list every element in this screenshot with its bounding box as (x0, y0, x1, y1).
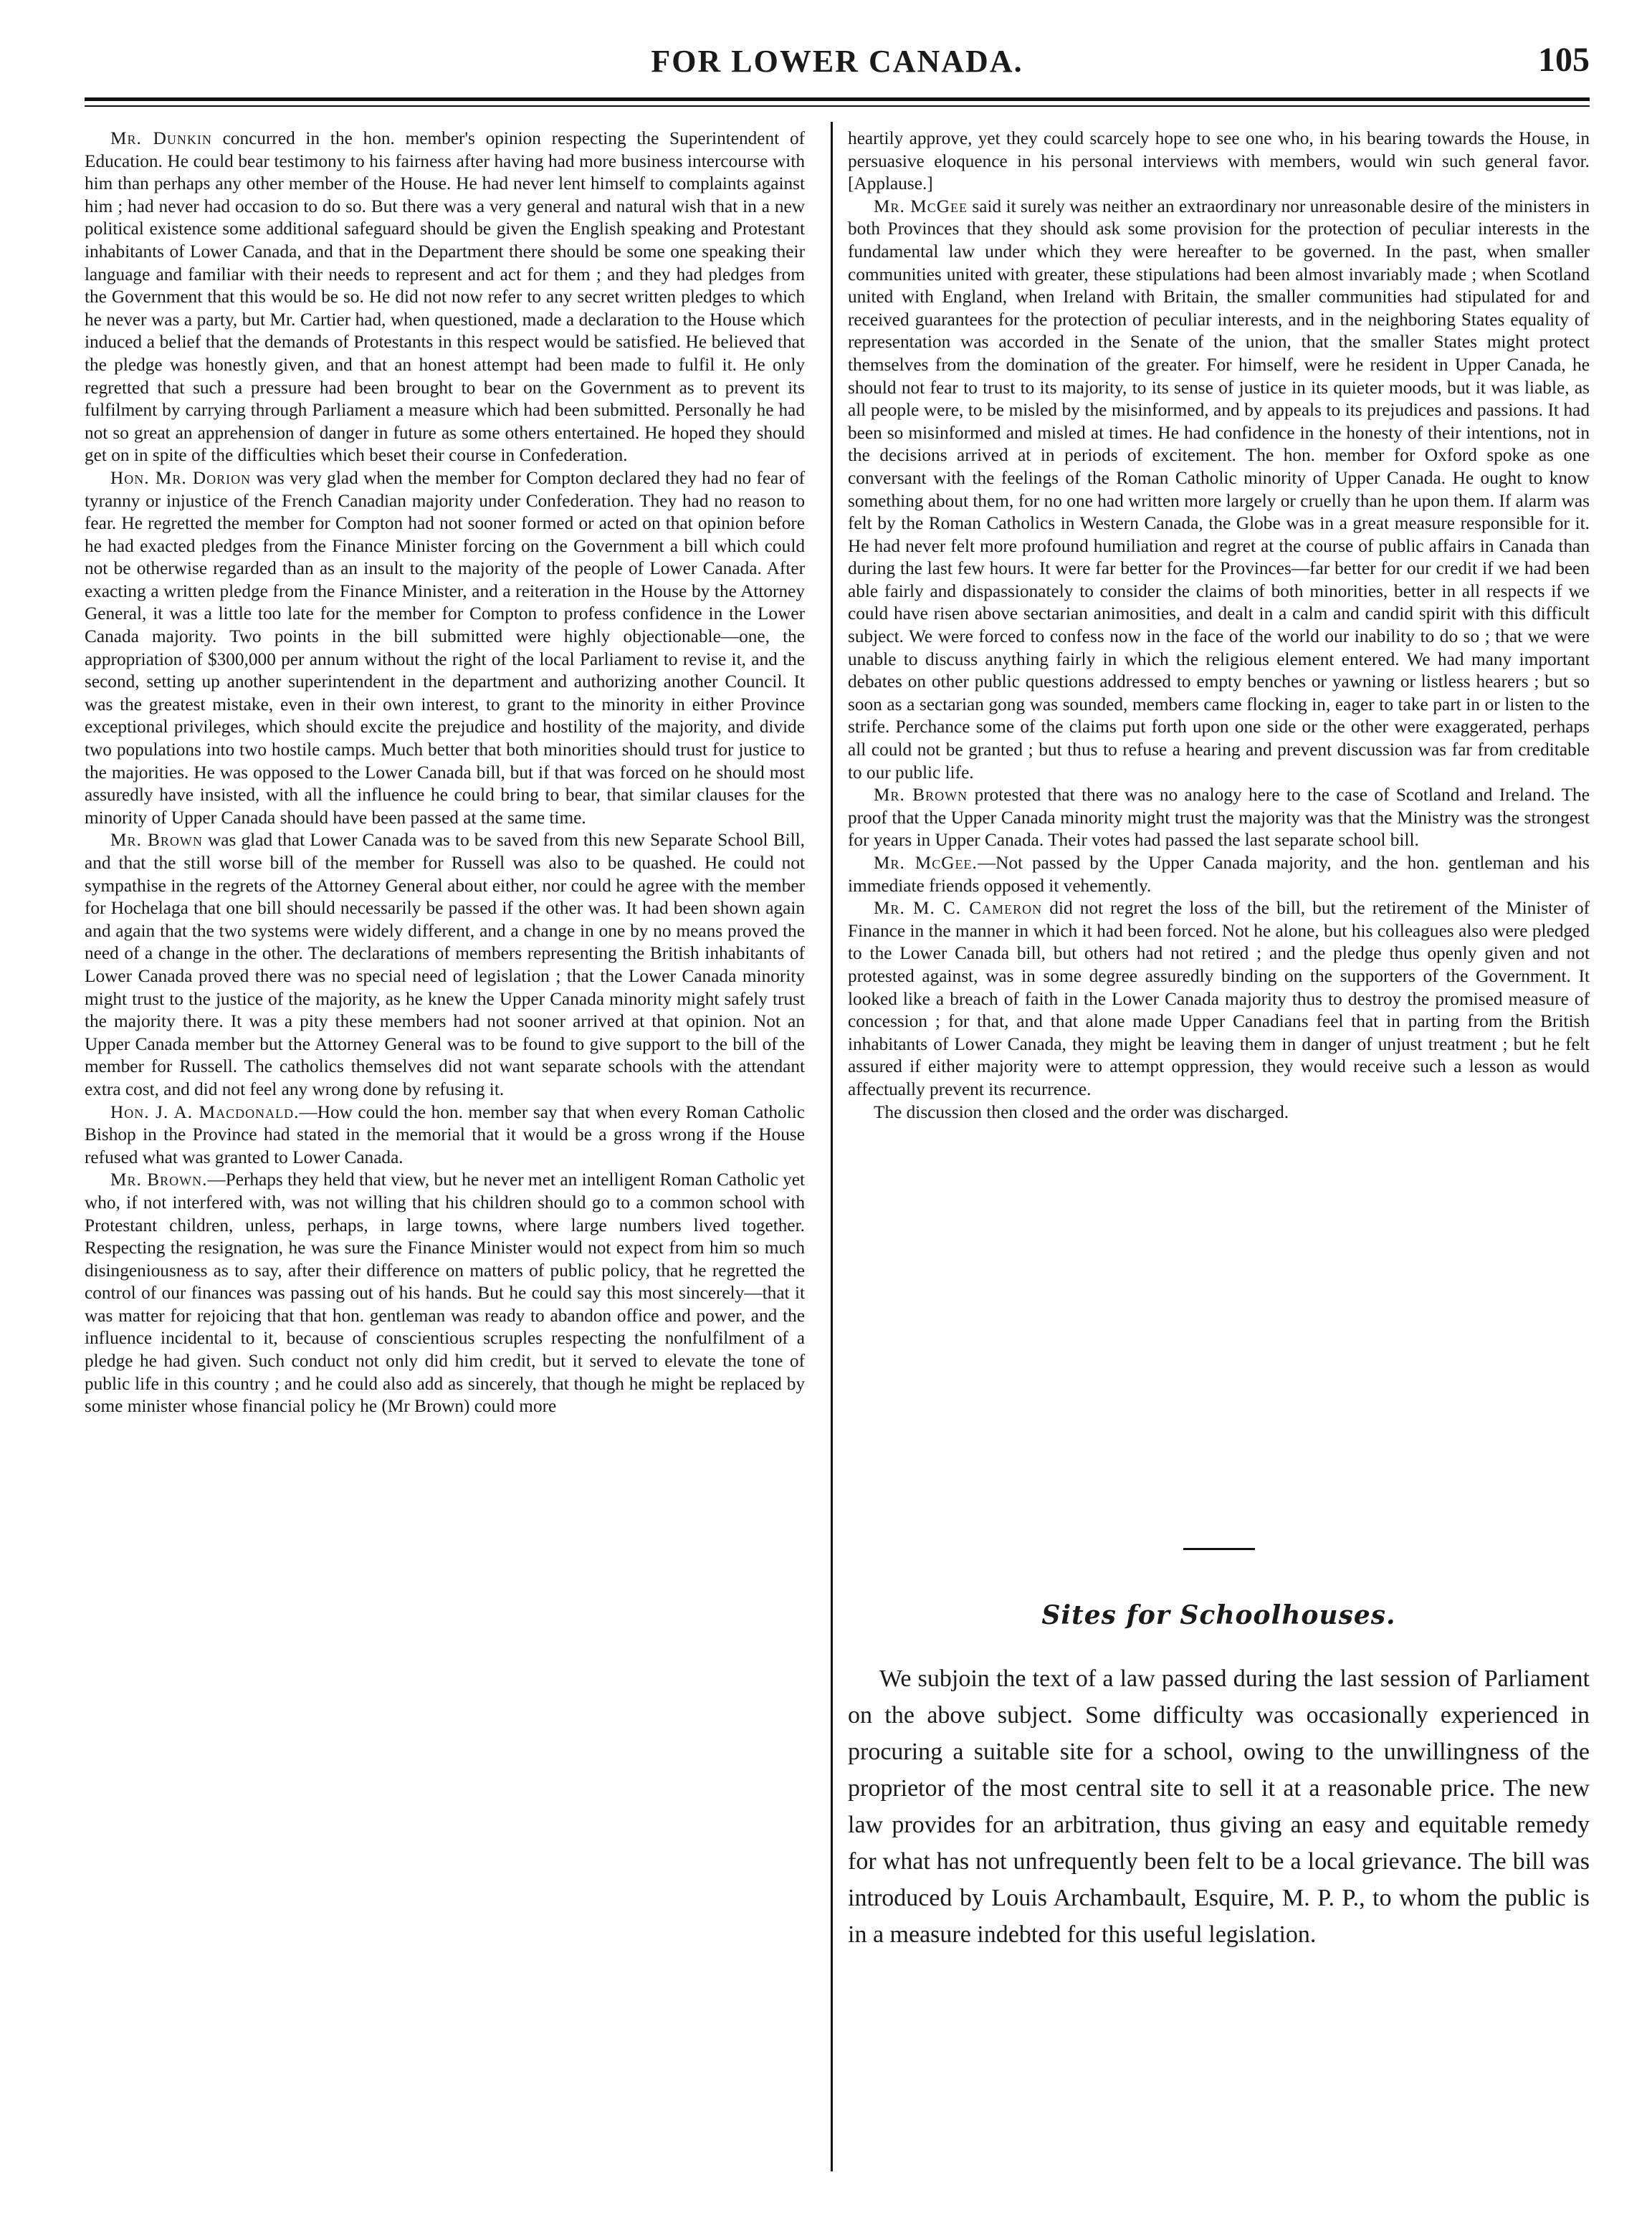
speaker-name: Hon. Mr. Dorion (110, 467, 252, 488)
paragraph (848, 128, 1590, 196)
speaker-name: Hon. J. A. Macdonald. (110, 1101, 300, 1122)
paragraph (848, 784, 1590, 852)
left-column (85, 128, 805, 1418)
paragraph-text: protested that there was no analogy here to the case of Scotland and Ireland. The proof that the Upper Canada minority might trust the majority was that the Ministry was the strongest for years in Upper Canada. Their votes had passed the last separate school bill. (848, 785, 1590, 851)
speaker-name: Mr. Brown. (110, 1170, 208, 1190)
paragraph (85, 829, 805, 1101)
running-title: FOR LOWER CANADA. (651, 44, 1023, 79)
paragraph-text: was very glad when the member for Compton declared they had no fear of tyranny or injustice of the French Canadian majority under Confederation. They had no reason to fear. He regretted the member for Compton had not sooner formed or acted on that opinion before he had exacted pledges from the Finance Minister forcing on the Government a bill which could not be otherwise regarded than as an insult to the majority of the people of Lower Canada. After exacting a written pledge from the Finance Minister, and a reiteration in the House by the Attorney General, it was a little too late for the member for Compton to profess confidence in the Lower Canada majority. Two points in the bill submitted were highly objectionable—one, the appropriation of $300,000 per annum without the right of the local Parliament to revise it, and the second, setting up another superintendent in the department and authorizing another Council. It was the greatest mistake, even in their own interest, to grant to the minority in either Province exceptional privileges, which should excite the prejudice and hostility of the majority, and divide two populations into two hostile camps. Much better that both minorities should trust for justice to the majorities. He was opposed to the Lower Canada bill, but if that was forced on he should most assuredly have insisted, with all the influence he could bring to bear, that similar clauses for the minority of Upper Canada should have been passed at the same time. (85, 467, 806, 828)
paragraph (848, 196, 1590, 784)
paragraph-text: The discussion then closed and the order was discharged. (874, 1101, 1289, 1122)
paragraph (848, 852, 1590, 897)
right-column (848, 128, 1590, 1124)
speaker-name: Mr. M. C. Cameron (874, 898, 1043, 919)
paragraph-text: said it surely was neither an extraordinary nor unreasonable desire of the ministers in both Provinces that they should ask some provision for the protection of peculiar interests in the fundamental law under which they were hereafter to be governed. In the past, when smaller communities united with greater, these stipulations had been almost invariably made ; when Scotland united with England, when Ireland with Britain, the smaller communities had stipulated for and received guarantees for the protection of peculiar interests, and in the neighboring States equality of representation was accorded in the Senate of the union, that the smaller States might protect themselves from the domination of the greater. For himself, were he resident in Upper Canada, he should not fear to trust to its majority, to its sense of justice in its quieter moods, but it was liable, as all people were, to be misled by the misinformed, and by appeals to its prejudices and passions. It had been so misinformed and misled at times. He had confidence in the honesty of their intentions, not in the decisions arrived at in periods of excitement. The hon. member for Oxford spoke as one conversant with the feelings of the Roman Catholic minority of Upper Canada. He ought to know something about them, for no one had written more largely or cruelly than he upon them. If alarm was felt by the Roman Catholics in Western Canada, the Globe was in a great measure responsible for it. He had never felt more profound humiliation and regret at the course of public affairs in Canada than during the last few hours. It were far better for the Provinces—far better for our credit if we had been able fairly and dispassionately to consider the claims of both minorities, better in all respects if we could have risen above sectarian animosities, and dealt in a calm and candid spirit with this difficult subject. We were forced to confess now in the face of the world our inability to do so ; that we were unable to discuss anything fairly in which the religious element entered. We had many important debates on other public questions addressed to empty benches or yawning or listless hearers ; but so soon as a sectarian gong was sounded, members came flocking in, eager to take part in or listen to the strife. Perchance some of the claims put forth upon one side or the other were exaggerated, perhaps all could not be granted ; but thus to refuse a hearing and prevent discussion was far from creditable to our public life. (848, 196, 1590, 783)
paragraph-text: —Not passed by the Upper Canada majority, and the hon. gentleman and his immediate friends opposed it vehemently. (848, 853, 1590, 896)
speaker-name: Mr. McGee. (874, 853, 978, 873)
paragraph-text: concurred in the hon. member's opinion respecting the Superintendent of Education. He could bear testimony to his fairness after having had more business intercourse with him than perhaps any other member of the House. He had never lent himself to complaints against him ; had never had occasion to do so. But there was a very general and natural wish that in a new political existence some additional safeguard should be given the English speaking and Protestant inhabitants of Lower Canada, and that in the Department there should be some one speaking their language and familiar with their needs to represent and act for them ; and they had pledges from the Government that this would be so. He did not now refer to any secret written pledges to which he never was a party, but Mr. Cartier had, when questioned, made a declaration to the House which induced a belief that the demands of Protestants in this respect would be satisfied. He believed that the pledge was honestly given, and that an honest attempt had been made to fulfil it. He only regretted that such a pressure had been brought to bear on the Government as to prevent its fulfilment by carrying through Parliament a measure which had been submitted. Personally he had not so great an apprehension of danger in future as some others entertained. He hoped they should get on in spite of the difficulties which beset their course in Confederation. (85, 128, 806, 466)
paragraph-text: —How could the hon. member say that when every Roman Catholic Bishop in the Province had stated in the memorial that it would be a gross wrong if the House refused what was granted to Lower Canada. (85, 1101, 805, 1167)
page-header (85, 34, 1590, 92)
speaker-name: Mr. McGee (874, 196, 968, 216)
speaker-name: Mr. Brown (110, 830, 203, 851)
paragraph-text: did not regret the loss of the bill, but the retirement of the Minister of Finance in the manner in which it had been forced. Not he alone, but his colleagues also were pledged to the Lower Canada bill, but others had not retired ; and the pledge thus openly given and not protested against, was in some degree assuredly binding on the supporters of the Government. It looked like a breach of faith in the Lower Canada majority thus to destroy the promised measure of concession ; for that, and that alone made Upper Canadians feel that in parting from the British inhabitants of Lower Canada, they might be leaving them in danger of unjust treatment ; but he felt assured if either majority were to attempt oppression, they would receive such a lesson as would affectually prevent its recurrence. (848, 898, 1590, 1099)
paragraph-text: was glad that Lower Canada was to be saved from this new Separate School Bill, and that the still worse bill of the member for Russell was also to be quashed. He could not sympathise in the regrets of the Attorney General about either, nor could he agree with the member for Hochelaga that one bill should necessarily be passed if the other was. It had been shown again and again that the two systems were widely different, and a change in one by no means proved the need of a change in the other. The declarations of members representing the British inhabitants of Lower Canada proved there was no special need of legislation ; that the Lower Canada minority might trust to the justice of the majority, as he knew the Upper Canada minority might safely trust the majority there. It was a pity these members had not sooner arrived at that opinion. Not an Upper Canada member but the Attorney General was to be found to give support to the bill of the member for Russell. The catholics themselves did not want separate schools with the attendant extra cost, and did not feel any wrong done by refusing it. (85, 830, 805, 1099)
section-heading: Sites for Schoolhouses. (1041, 1600, 1396, 1630)
paragraph (85, 1169, 805, 1418)
sites-section (848, 1548, 1590, 1953)
paragraph (848, 1101, 1590, 1124)
page-number: 105 (1538, 41, 1590, 79)
header-rule-thin (85, 105, 1590, 107)
paragraph-text: heartily approve, yet they could scarcely hope to see one who, in his bearing towards the House, in persuasive eloquence in his personal interviews with members, would win such general favor. [Applause.] (848, 128, 1590, 194)
paragraph (85, 1101, 805, 1170)
section-divider (1183, 1548, 1255, 1550)
paragraph (848, 897, 1590, 1101)
speaker-name: Mr. Brown (874, 785, 968, 805)
column-divider (831, 122, 833, 2171)
paragraph (85, 128, 805, 467)
speaker-name: Mr. Dunkin (110, 128, 212, 148)
paragraph-text: —Perhaps they held that view, but he never met an intelligent Roman Catholic yet who, if not interfered with, was not willing that his children should go to a common school with Protestant children, unless, perhaps, in large towns, where large numbers lived together. Respecting the resignation, he was sure the Finance Minister would not expect from him so much disingeniousness as to say, after their difference on matters of public policy, that he regretted the control of our finances was passing out of his hands. But he could say this most sincerely—that it was matter for rejoicing that that hon. gentleman was ready to abandon office and power, and the influence incidental to it, because of conscientious scruples respecting the nonfulfilment of a pledge he had given. Such conduct not only did him credit, but it served to elevate the tone of public life in this country ; and he could also add as sincerely, that though he might be replaced by some minister whose financial policy he (Mr Brown) could more (85, 1170, 805, 1417)
section-body: We subjoin the text of a law passed during the last session of Parliament on the above subject. Some difficulty was occasionally experienced in procuring a suitable site for a school, owing to the unwillingness of the proprietor of the most central site to sell it at a reasonable price. The new law provides for an arbitration, thus giving an easy and equitable remedy for what has not unfrequently been felt to be a local grievance. The bill was introduced by Louis Archambault, Esquire, M. P. P., to whom the public is in a measure indebted for this useful legislation. (848, 1665, 1590, 1948)
paragraph (85, 467, 805, 830)
header-rule-thick (85, 97, 1590, 101)
